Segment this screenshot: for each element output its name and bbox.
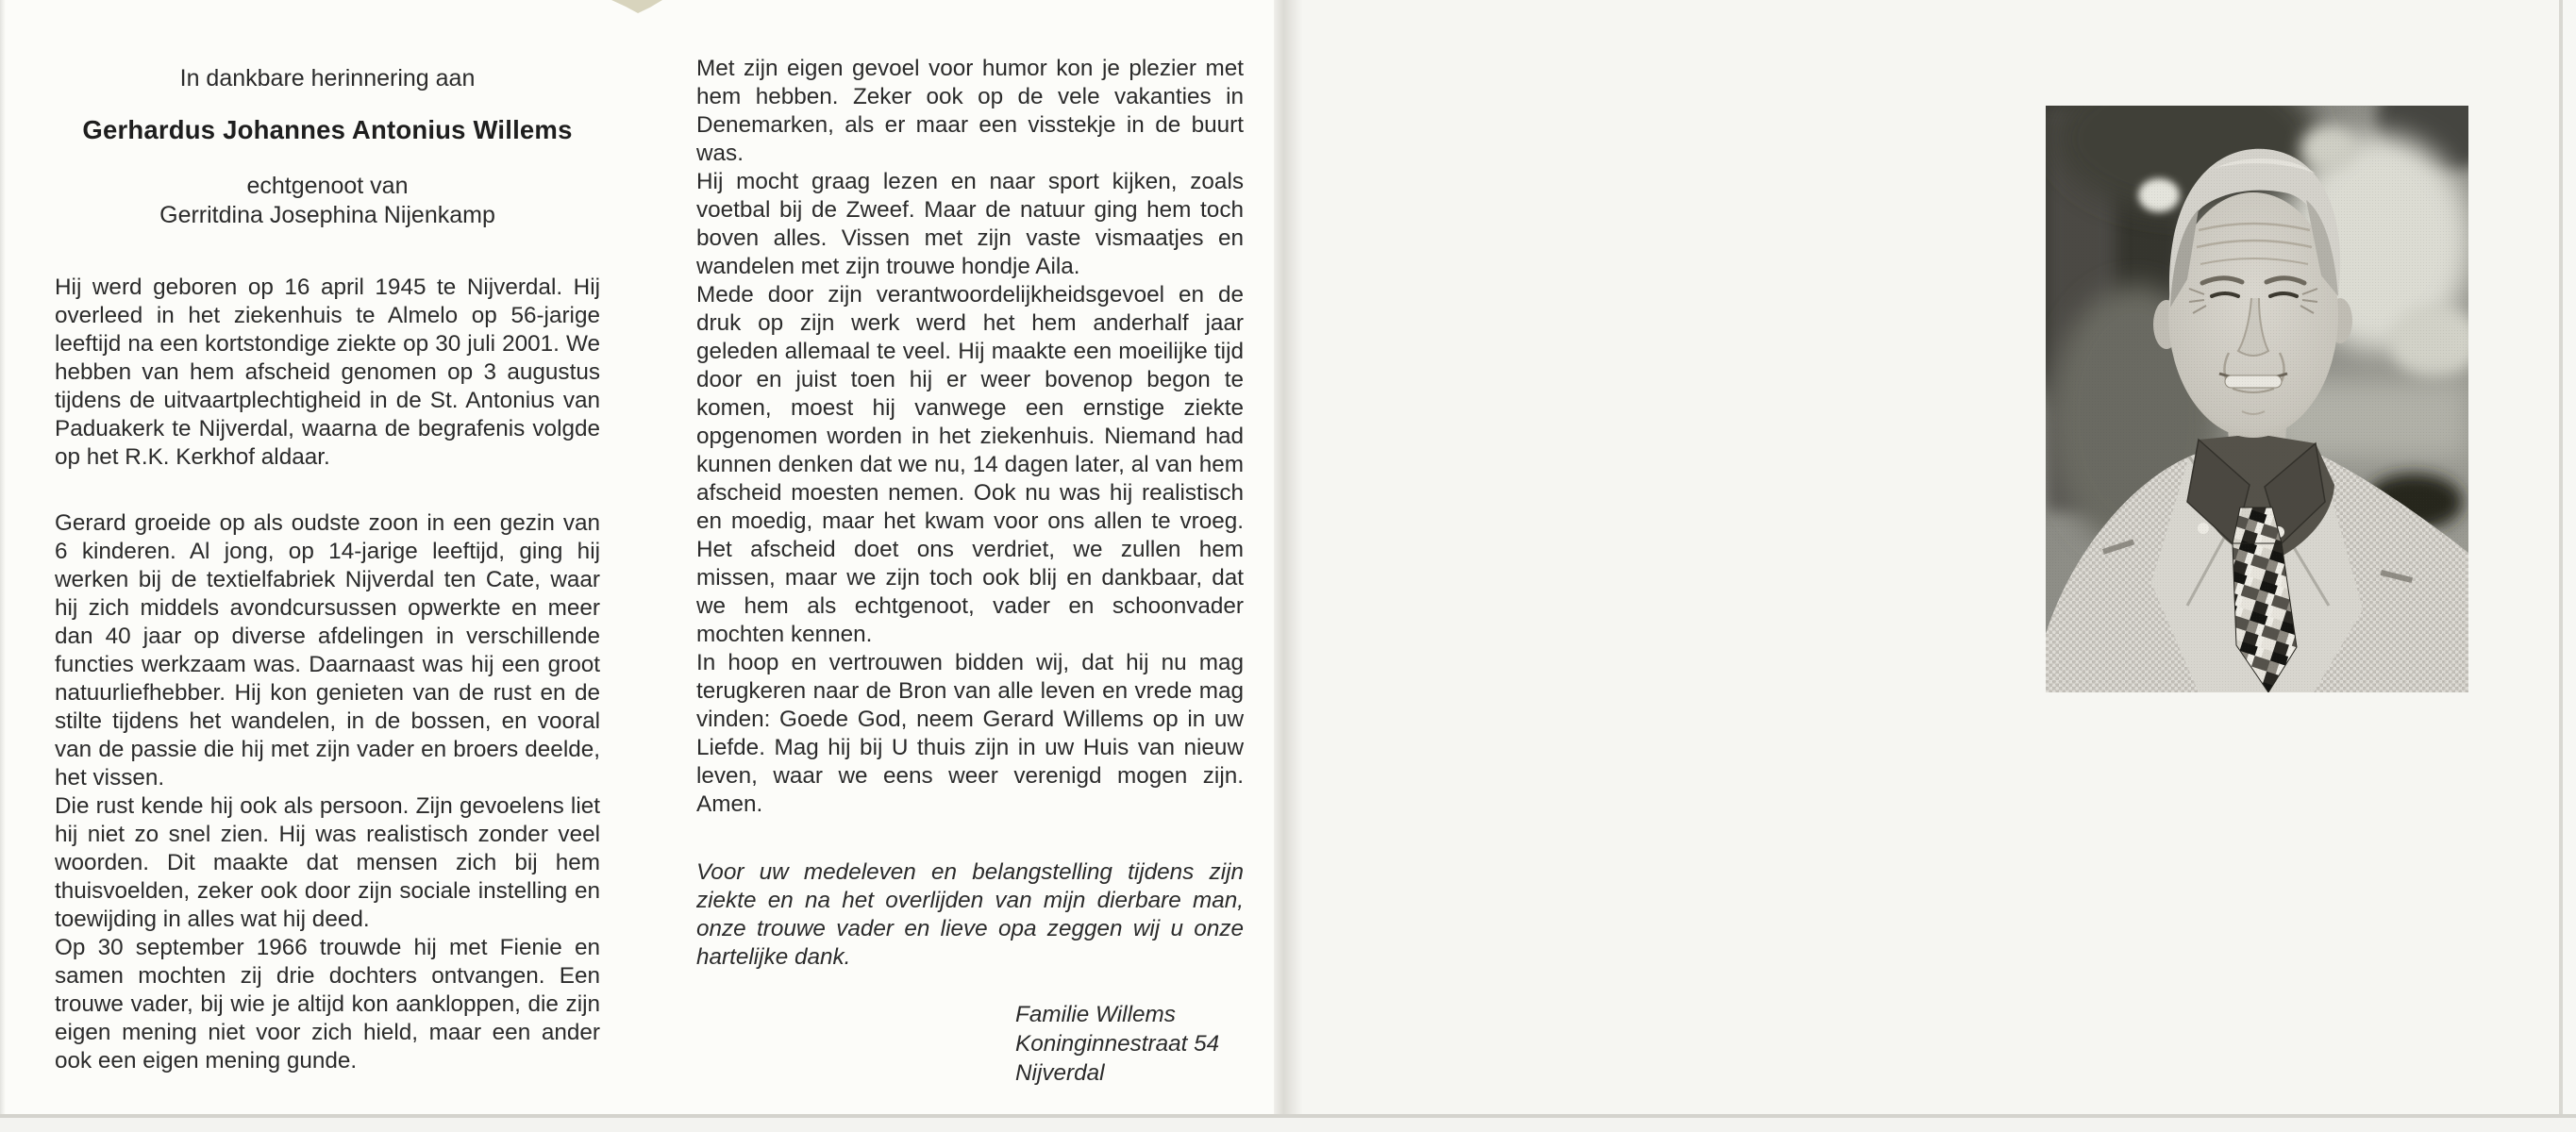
biography-paragraph: Gerard groeide op als oudste zoon in een gezin van 6 kinderen. Al jong, op 14-jarige leeftijd, ging hij werken bij de textielfabriek Nijverdal ten Cate, waar hij zich middels avondcursussen opwerkte en meer dan 40 jaar op diverse afdelingen in verschillende functies werkzaam was. Daarnaast was hij een groot natuurliefhebber. Hij kon genieten van de rust en de stilte tijdens het wandelen, in de bossen, en vooral van de passie die hij met zijn vader en broers deelde, het vissen. xyxy=(55,510,600,791)
signature-family: Familie Willems xyxy=(1015,1002,1176,1027)
text-page xyxy=(0,0,1276,1118)
biography-paragraph: Hij mocht graag lezen en naar sport kijken, zoals voetbal bij de Zweef. Maar de natuur ging hem toch boven alles. Vissen met zijn vaste vismaatjes en wandelen met zijn trouwe hondje Aila. xyxy=(696,169,1244,279)
spouse-name: Gerritdina Josephina Nijenkamp xyxy=(159,202,495,228)
text-column-2 xyxy=(696,55,1244,1088)
relation-line: echtgenoot van xyxy=(246,173,409,199)
signature-address: Koninginnestraat 54 xyxy=(1015,1031,1220,1057)
biography-paragraph: Met zijn eigen gevoel voor humor kon je plezier met hem hebben. Zeker ook op de vele vakanties in Denemarken, als er maar een visstekje in de buurt was. xyxy=(696,56,1244,166)
right-edge-paper xyxy=(2563,0,2576,1118)
photo-page xyxy=(1302,0,2576,1118)
memorial-header xyxy=(55,64,600,230)
portrait-photo xyxy=(2046,106,2468,692)
biography-paragraph: Op 30 september 1966 trouwde hij met Fienie en samen mochten zij drie dochters ontvangen. Een trouwe vader, bij wie je altijd kon aankloppen, die zijn eigen mening niet voor zich hield, maar een ander ook een eigen mening gunde. xyxy=(55,935,600,1074)
prayer-paragraph: In hoop en vertrouwen bidden wij, dat hij nu mag terugkeren naar de Bron van alle leven en vrede mag vinden: Goede God, neem Gerard Willems op in uw Liefde. Mag hij bij U thuis zijn in uw Huis van nieuw leven, waar we eens weer verenigd mogen zijn. Amen. xyxy=(696,650,1244,817)
signature-block xyxy=(1015,1000,1244,1088)
acknowledgement-paragraph: Voor uw medeleven en belangstelling tijdens zijn ziekte en na het overlijden van mijn dierbare man, onze trouwe vader en lieve opa zeggen wij u onze hartelijke dank. xyxy=(696,859,1244,970)
text-column-1 xyxy=(55,64,600,1075)
biography-paragraph: Mede door zijn verantwoordelijkheidsgevoel en de druk op zijn werk werd het hem anderhalf jaar geleden allemaal te veel. Hij maakte een moeilijke tijd door en juist toen hij er weer bovenop begon te komen, moest hij vanwege een ernstige ziekte opgenomen worden in het ziekenhuis. Niemand had kunnen denken dat we nu, 14 dagen later, al van hem afscheid moesten nemen. Ook nu was hij realistisch en moedig, maar het kwam voor ons allen te vroeg. Het afscheid doet ons verdriet, we zullen hem missen, maar we zijn toch ook blij en dankbaar, dat we hem als echtgenoot, vader en schoonvader mochten kennen. xyxy=(696,282,1244,647)
left-page-edge xyxy=(0,0,6,1118)
biography-paragraph: Die rust kende hij ook als persoon. Zijn gevoelens liet hij niet zo snel zien. Hij was realistisch zonder veel woorden. Dit maakte dat mensen zich bij hem thuisvoelden, zeker ook door zijn sociale instelling en toewijding in alles wat hij deed. xyxy=(55,793,600,932)
biography-paragraph: Hij werd geboren op 16 april 1945 te Nijverdal. Hij overleed in het ziekenhuis te Almelo op 56-jarige leeftijd na een kortstondige ziekte op 30 juli 2001. We hebben van hem afscheid genomen op 3 augustus tijdens de uitvaartplechtigheid in de St. Antonius van Paduakerk te Nijverdal, waarna de begrafenis volgde op het R.K. Kerkhof aldaar. xyxy=(55,275,600,470)
header-intro: In dankbare herinnering aan xyxy=(179,65,476,92)
photo-grain-overlay xyxy=(2046,106,2468,692)
deceased-name: Gerhardus Johannes Antonius Willems xyxy=(82,115,573,144)
signature-town: Nijverdal xyxy=(1015,1060,1105,1086)
page-fold-seam xyxy=(1274,0,1302,1118)
bottom-edge-paper xyxy=(0,1118,2576,1132)
